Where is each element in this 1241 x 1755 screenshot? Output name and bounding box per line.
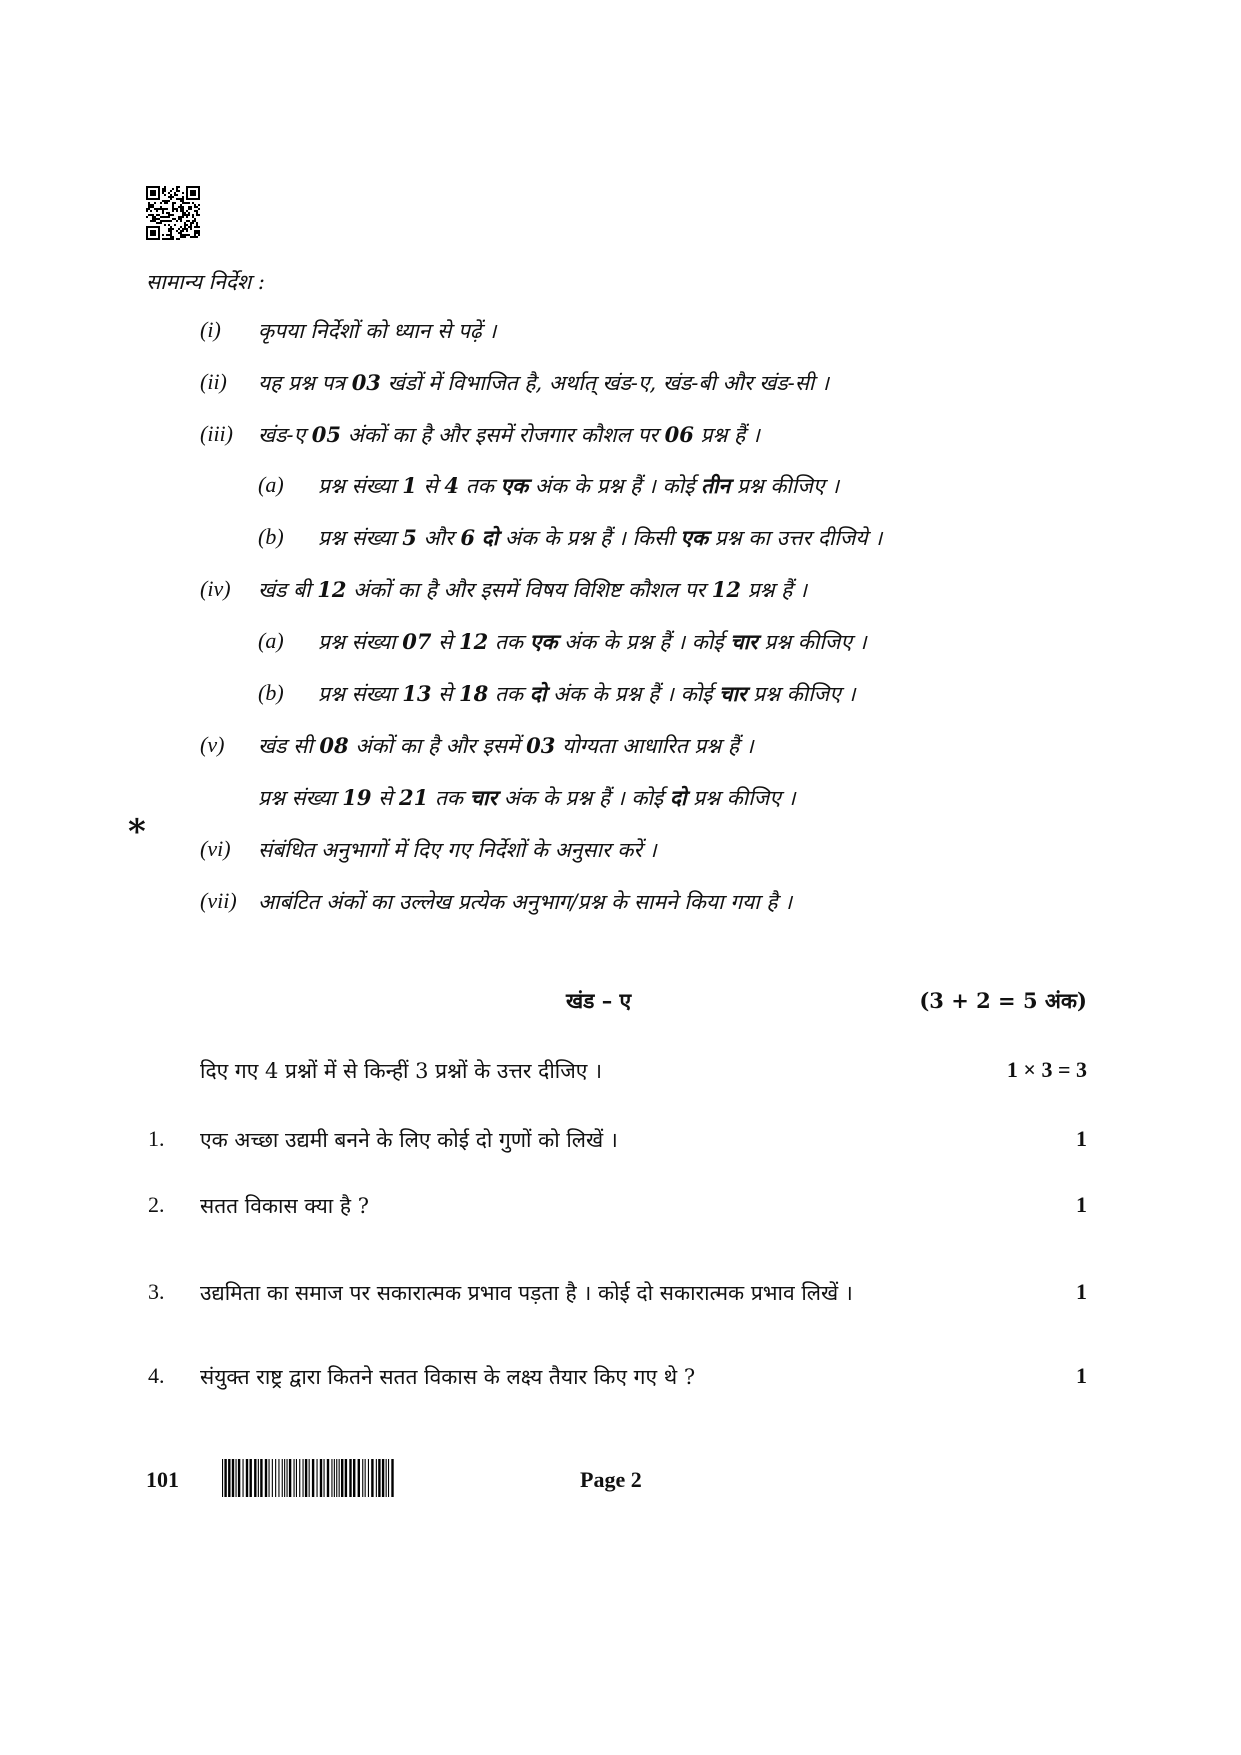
margin-star: * [128, 812, 146, 852]
question-number: 4. [148, 1363, 165, 1388]
question-marks: 1 [1076, 1363, 1087, 1388]
question-marks: 1 [1076, 1192, 1087, 1217]
instruction-text: प्रश्न संख्या 1 से 4 तक एक अंक के प्रश्न हैं । कोई तीन प्रश्न कीजिए । [318, 473, 840, 498]
instruction-text: प्रश्न संख्या 19 से 21 तक चार अंक के प्रश्न हैं । कोई दो प्रश्न कीजिए । [258, 785, 796, 810]
instruction-subnumber: (b) [258, 524, 284, 549]
instruction-number: (iv) [200, 576, 231, 601]
general-instructions-heading: सामान्य निर्देश : [146, 270, 265, 294]
question-number: 1. [148, 1126, 165, 1151]
instruction-text: खंड सी 08 अंकों का है और इसमें 03 योग्यता आधारित प्रश्न हैं । [258, 733, 754, 758]
instruction-number: (i) [200, 317, 221, 342]
instruction-subnumber: (a) [258, 628, 284, 653]
page-number: Page 2 [580, 1467, 642, 1492]
instruction-text: प्रश्न संख्या 5 और 6 दो अंक के प्रश्न हैं । किसी एक प्रश्न का उत्तर दीजिये । [318, 525, 883, 550]
instruction-text: यह प्रश्न पत्र 03 खंडों में विभाजित है, अर्थात् खंड-ए, खंड-बी और खंड-सी । [258, 370, 830, 395]
question-text: संयुक्त राष्ट्र द्वारा कितने सतत विकास के लक्ष्य तैयार किए गए थे ? [200, 1365, 696, 1389]
instruction-number: (vi) [200, 836, 231, 861]
section-instruction: दिए गए 4 प्रश्नों में से किन्हीं 3 प्रश्नों के उत्तर दीजिए । [200, 1059, 603, 1083]
section-instruction-marks: 1 × 3 = 3 [1006, 1057, 1087, 1082]
question-marks: 1 [1076, 1279, 1087, 1304]
question-text: सतत विकास क्या है ? [200, 1194, 369, 1218]
instruction-number: (ii) [200, 369, 227, 394]
paper-code: 101 [146, 1467, 179, 1492]
qr-code-image [146, 186, 200, 240]
instruction-number: (v) [200, 732, 225, 757]
instruction-text: खंड-ए 05 अंकों का है और इसमें रोजगार कौशल पर 06 प्रश्न हैं । [258, 422, 760, 447]
barcode-image [222, 1459, 395, 1497]
instruction-text: कृपया निर्देशों को ध्यान से पढ़ें । [258, 319, 497, 343]
instruction-subnumber: (a) [258, 472, 284, 497]
instruction-text: संबंधित अनुभागों में दिए गए निर्देशों के अनुसार करें । [258, 838, 657, 862]
instruction-number: (iii) [200, 421, 233, 446]
question-text: एक अच्छा उद्यमी बनने के लिए कोई दो गुणों को लिखें । [200, 1128, 618, 1152]
question-marks: 1 [1076, 1126, 1087, 1151]
instruction-text: प्रश्न संख्या 07 से 12 तक एक अंक के प्रश्न हैं । कोई चार प्रश्न कीजिए । [318, 629, 867, 654]
instruction-text: खंड बी 12 अंकों का है और इसमें विषय विशिष्ट कौशल पर 12 प्रश्न हैं । [258, 577, 807, 602]
question-number: 2. [148, 1192, 165, 1217]
instruction-number: (vii) [200, 888, 237, 913]
question-number: 3. [148, 1279, 165, 1304]
section-title: खंड – ए [566, 988, 632, 1013]
instruction-text: आबंटित अंकों का उल्लेख प्रत्येक अनुभाग/प्रश्न के सामने किया गया है । [258, 890, 793, 914]
question-text: उद्यमिता का समाज पर सकारात्मक प्रभाव पड़ता है । कोई दो सकारात्मक प्रभाव लिखें । [200, 1281, 853, 1305]
instruction-text: प्रश्न संख्या 13 से 18 तक दो अंक के प्रश्न हैं । कोई चार प्रश्न कीजिए । [318, 681, 856, 706]
instruction-subnumber: (b) [258, 680, 284, 705]
section-marks: (3 + 2 = 5 अंक) [919, 988, 1087, 1013]
